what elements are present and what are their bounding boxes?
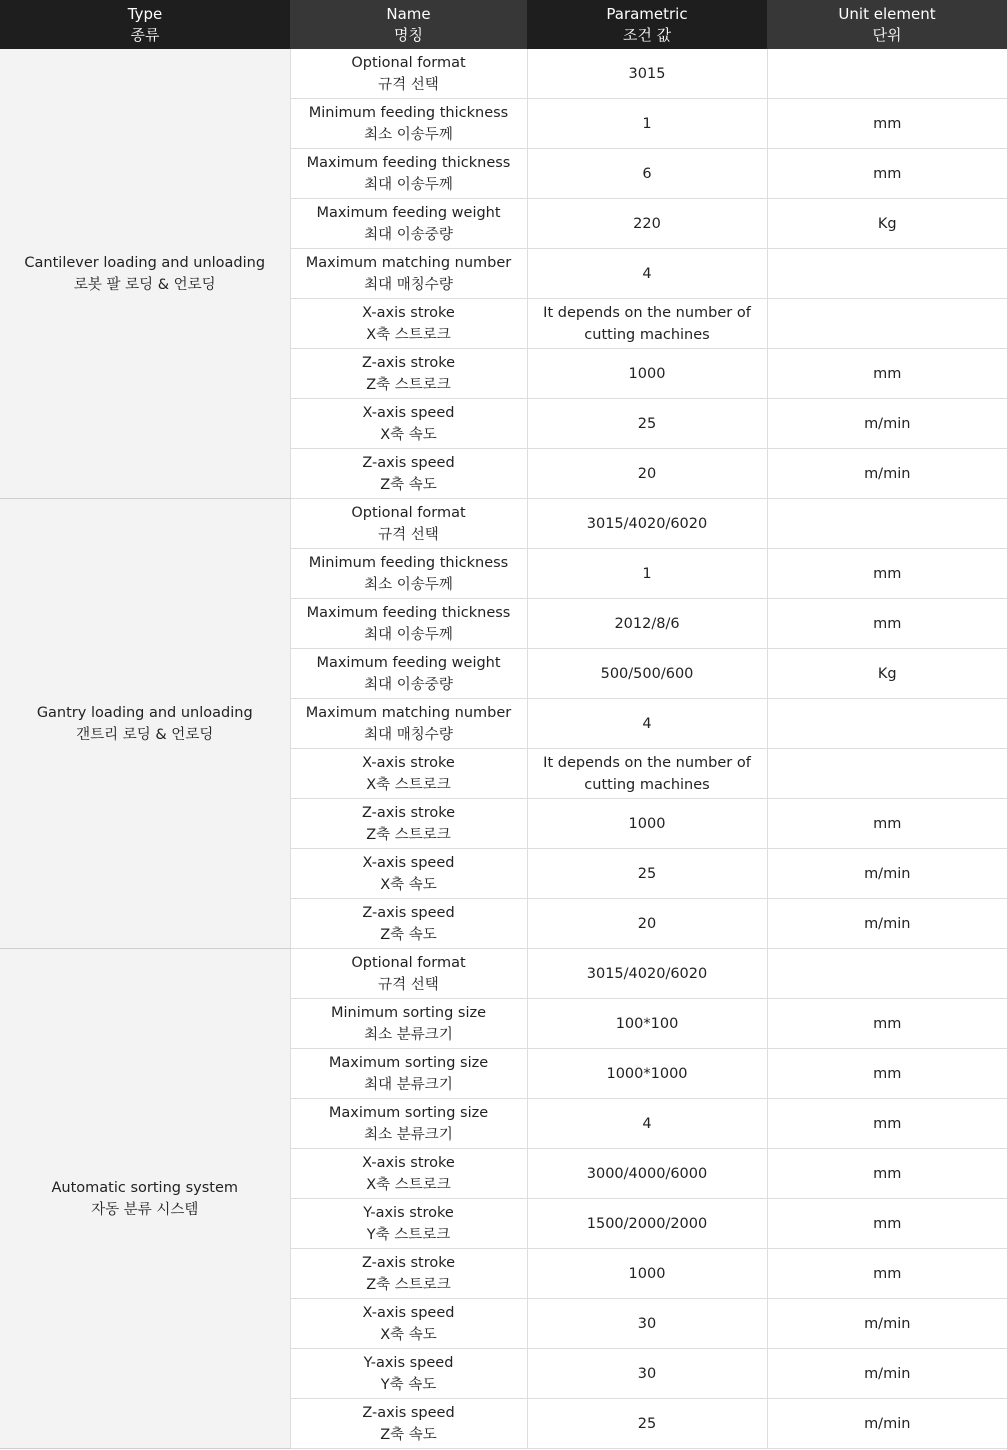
name-label-ko: 규격 선택 bbox=[378, 76, 439, 93]
name-label-ko: 최대 매칭수량 bbox=[364, 276, 453, 293]
unit-value: mm bbox=[767, 999, 1007, 1049]
parametric-value: 25 bbox=[527, 849, 767, 899]
type-label-ko: 로봇 팔 로딩 & 언로딩 bbox=[73, 276, 216, 293]
name-cell bbox=[290, 1099, 527, 1149]
name-label-ko: 최대 분류크기 bbox=[364, 1076, 453, 1093]
name-label-ko: Z축 속도 bbox=[380, 1426, 437, 1443]
name-label-ko: Z축 스트로크 bbox=[366, 376, 451, 393]
name-label-en: Minimum feeding thickness bbox=[308, 104, 509, 121]
header-parametric bbox=[527, 0, 767, 49]
parametric-value: 30 bbox=[527, 1349, 767, 1399]
unit-value bbox=[767, 249, 1007, 299]
name-label-ko: 규격 선택 bbox=[378, 526, 439, 543]
unit-value bbox=[767, 499, 1007, 549]
unit-value bbox=[767, 299, 1007, 349]
parametric-value: 1 bbox=[527, 549, 767, 599]
table-body bbox=[0, 49, 1007, 1449]
name-label-en: Z-axis speed bbox=[362, 454, 455, 471]
name-label-en: Maximum sorting size bbox=[328, 1104, 489, 1121]
name-label-ko: 최대 이송두께 bbox=[364, 176, 453, 193]
name-cell bbox=[290, 999, 527, 1049]
name-label-en: X-axis stroke bbox=[362, 304, 455, 321]
unit-value: mm bbox=[767, 149, 1007, 199]
unit-value: Kg bbox=[767, 199, 1007, 249]
type-label-en: Automatic sorting system bbox=[51, 1179, 238, 1196]
name-label-en: Y-axis speed bbox=[363, 1354, 454, 1371]
type-cell bbox=[0, 949, 290, 1449]
unit-value: mm bbox=[767, 549, 1007, 599]
name-label-ko: 규격 선택 bbox=[378, 976, 439, 993]
name-label-en: X-axis stroke bbox=[362, 1154, 455, 1171]
name-label-ko: X축 스트로크 bbox=[366, 326, 451, 343]
name-label-en: Maximum sorting size bbox=[328, 1054, 489, 1071]
name-cell bbox=[290, 1249, 527, 1299]
unit-value: m/min bbox=[767, 1399, 1007, 1449]
parametric-value: 20 bbox=[527, 899, 767, 949]
name-label-ko: X축 속도 bbox=[380, 426, 437, 443]
name-cell bbox=[290, 449, 527, 499]
parametric-value: 20 bbox=[527, 449, 767, 499]
header-row bbox=[0, 0, 1007, 49]
name-label-ko: Z축 속도 bbox=[380, 926, 437, 943]
name-cell bbox=[290, 599, 527, 649]
unit-value bbox=[767, 49, 1007, 99]
name-label-en: Minimum feeding thickness bbox=[308, 554, 509, 571]
parametric-value: 1000 bbox=[527, 349, 767, 399]
unit-value: mm bbox=[767, 1049, 1007, 1099]
name-label-ko: 최소 분류크기 bbox=[364, 1026, 453, 1043]
type-cell bbox=[0, 499, 290, 949]
type-label-en: Cantilever loading and unloading bbox=[24, 254, 266, 271]
parametric-value: 100*100 bbox=[527, 999, 767, 1049]
unit-value: mm bbox=[767, 349, 1007, 399]
parametric-value: 1500/2000/2000 bbox=[527, 1199, 767, 1249]
unit-value: m/min bbox=[767, 399, 1007, 449]
unit-value: m/min bbox=[767, 449, 1007, 499]
header-unit-ko: 단위 bbox=[872, 25, 902, 44]
parametric-value: It depends on the number of cutting machines bbox=[527, 299, 767, 349]
parametric-value: 4 bbox=[527, 699, 767, 749]
name-cell bbox=[290, 99, 527, 149]
type-label-ko: 자동 분류 시스템 bbox=[91, 1201, 199, 1218]
parametric-value: 4 bbox=[527, 249, 767, 299]
name-label-en: Maximum feeding weight bbox=[316, 204, 501, 221]
name-label-en: Maximum matching number bbox=[305, 254, 512, 271]
table-row bbox=[0, 949, 1007, 999]
unit-value bbox=[767, 949, 1007, 999]
name-cell bbox=[290, 149, 527, 199]
name-cell bbox=[290, 349, 527, 399]
name-cell bbox=[290, 1399, 527, 1449]
name-cell bbox=[290, 799, 527, 849]
parametric-value: 25 bbox=[527, 399, 767, 449]
name-label-ko: 최소 이송두께 bbox=[364, 126, 453, 143]
parametric-value: 6 bbox=[527, 149, 767, 199]
header-unit-en: Unit element bbox=[838, 4, 936, 23]
parametric-value: 25 bbox=[527, 1399, 767, 1449]
name-cell bbox=[290, 499, 527, 549]
name-cell bbox=[290, 649, 527, 699]
name-label-en: Z-axis speed bbox=[362, 1404, 455, 1421]
name-cell bbox=[290, 949, 527, 999]
name-cell bbox=[290, 1199, 527, 1249]
name-label-en: Maximum feeding thickness bbox=[306, 604, 511, 621]
parametric-value: 3000/4000/6000 bbox=[527, 1149, 767, 1199]
parametric-value: 500/500/600 bbox=[527, 649, 767, 699]
name-cell bbox=[290, 699, 527, 749]
parametric-value: 1000 bbox=[527, 1249, 767, 1299]
name-label-en: Optional format bbox=[351, 954, 466, 971]
name-label-en: Y-axis stroke bbox=[363, 1204, 454, 1221]
type-cell bbox=[0, 49, 290, 499]
name-label-en: X-axis speed bbox=[362, 1304, 455, 1321]
name-cell bbox=[290, 1299, 527, 1349]
parametric-value: 1000 bbox=[527, 799, 767, 849]
header-type bbox=[0, 0, 290, 49]
name-label-ko: Z축 스트로크 bbox=[366, 1276, 451, 1293]
name-cell bbox=[290, 1049, 527, 1099]
unit-value: mm bbox=[767, 99, 1007, 149]
table-row bbox=[0, 499, 1007, 549]
name-cell bbox=[290, 1349, 527, 1399]
name-cell bbox=[290, 849, 527, 899]
parametric-value: 2012/8/6 bbox=[527, 599, 767, 649]
name-label-en: Z-axis stroke bbox=[361, 804, 456, 821]
table-header bbox=[0, 0, 1007, 49]
parametric-value: 3015/4020/6020 bbox=[527, 949, 767, 999]
unit-value: m/min bbox=[767, 1299, 1007, 1349]
name-label-en: Maximum feeding weight bbox=[316, 654, 501, 671]
unit-value: mm bbox=[767, 1249, 1007, 1299]
name-label-en: X-axis stroke bbox=[362, 754, 455, 771]
name-label-ko: X축 속도 bbox=[380, 876, 437, 893]
name-label-ko: 최소 이송두께 bbox=[364, 576, 453, 593]
unit-value: m/min bbox=[767, 1349, 1007, 1399]
name-label-ko: Z축 속도 bbox=[380, 476, 437, 493]
name-label-en: Optional format bbox=[351, 54, 466, 71]
name-label-ko: X축 스트로크 bbox=[366, 776, 451, 793]
name-label-en: Z-axis speed bbox=[362, 904, 455, 921]
unit-value: Kg bbox=[767, 649, 1007, 699]
header-type-en: Type bbox=[127, 4, 163, 23]
name-cell bbox=[290, 299, 527, 349]
unit-value: m/min bbox=[767, 849, 1007, 899]
name-cell bbox=[290, 49, 527, 99]
unit-value: mm bbox=[767, 799, 1007, 849]
name-label-en: Maximum matching number bbox=[305, 704, 512, 721]
unit-value bbox=[767, 699, 1007, 749]
header-unit bbox=[767, 0, 1007, 49]
parametric-value: 3015 bbox=[527, 49, 767, 99]
name-label-en: Z-axis stroke bbox=[361, 354, 456, 371]
name-label-ko: X축 속도 bbox=[380, 1326, 437, 1343]
name-cell bbox=[290, 399, 527, 449]
name-label-en: Optional format bbox=[351, 504, 466, 521]
name-label-en: Z-axis stroke bbox=[361, 1254, 456, 1271]
header-name-en: Name bbox=[386, 4, 431, 23]
name-cell bbox=[290, 749, 527, 799]
name-label-en: Maximum feeding thickness bbox=[306, 154, 511, 171]
name-label-ko: Y축 스트로크 bbox=[366, 1226, 451, 1243]
name-cell bbox=[290, 249, 527, 299]
parametric-value: 1 bbox=[527, 99, 767, 149]
name-label-ko: 최대 매칭수량 bbox=[364, 726, 453, 743]
name-label-ko: 최대 이송중량 bbox=[364, 226, 453, 243]
parametric-value: 1000*1000 bbox=[527, 1049, 767, 1099]
name-cell bbox=[290, 199, 527, 249]
unit-value: m/min bbox=[767, 899, 1007, 949]
name-cell bbox=[290, 1149, 527, 1199]
name-label-en: Minimum sorting size bbox=[330, 1004, 487, 1021]
unit-value bbox=[767, 749, 1007, 799]
header-parametric-en: Parametric bbox=[606, 4, 688, 23]
parametric-value: 3015/4020/6020 bbox=[527, 499, 767, 549]
header-name-ko: 명칭 bbox=[394, 25, 423, 44]
header-parametric-ko: 조건 값 bbox=[622, 25, 672, 44]
name-label-ko: Z축 스트로크 bbox=[366, 826, 451, 843]
header-type-ko: 종류 bbox=[130, 25, 160, 44]
name-label-ko: 최소 분류크기 bbox=[364, 1126, 453, 1143]
table-row bbox=[0, 49, 1007, 99]
unit-value: mm bbox=[767, 1199, 1007, 1249]
name-label-en: X-axis speed bbox=[362, 404, 455, 421]
unit-value: mm bbox=[767, 599, 1007, 649]
unit-value: mm bbox=[767, 1099, 1007, 1149]
parametric-value: 30 bbox=[527, 1299, 767, 1349]
header-name bbox=[290, 0, 527, 49]
unit-value: mm bbox=[767, 1149, 1007, 1199]
name-label-ko: Y축 속도 bbox=[380, 1376, 437, 1393]
name-cell bbox=[290, 899, 527, 949]
type-label-ko: 갠트리 로딩 & 언로딩 bbox=[76, 726, 214, 743]
parametric-value: 220 bbox=[527, 199, 767, 249]
parametric-value: It depends on the number of cutting machines bbox=[527, 749, 767, 799]
name-cell bbox=[290, 549, 527, 599]
name-label-ko: 최대 이송중량 bbox=[364, 676, 453, 693]
name-label-en: X-axis speed bbox=[362, 854, 455, 871]
type-label-en: Gantry loading and unloading bbox=[36, 704, 253, 721]
parametric-value: 4 bbox=[527, 1099, 767, 1149]
name-label-ko: 최대 이송두께 bbox=[364, 626, 453, 643]
name-label-ko: X축 스트로크 bbox=[366, 1176, 451, 1193]
